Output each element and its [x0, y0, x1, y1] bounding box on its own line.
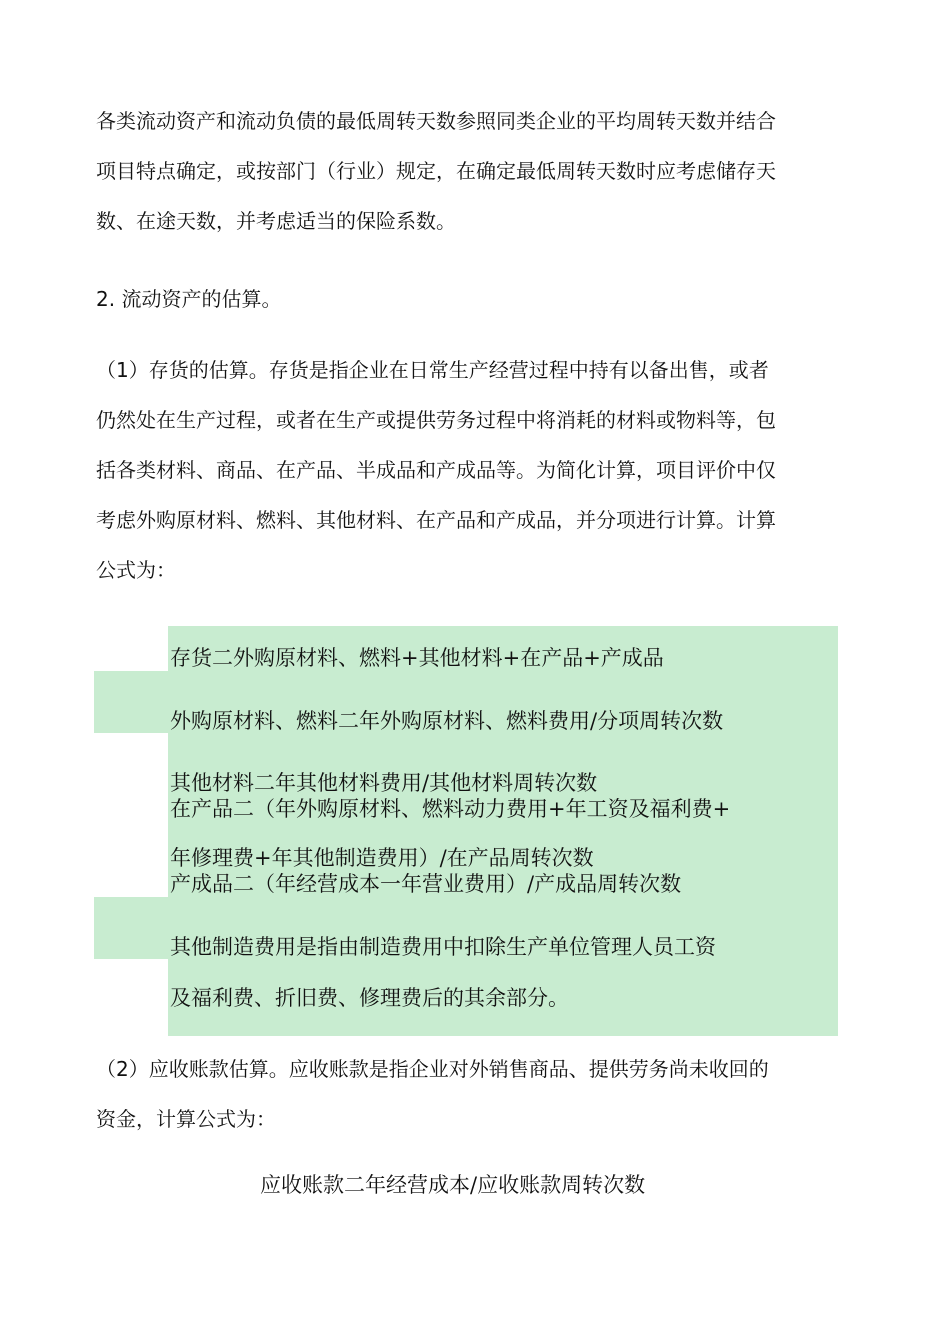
item1-line-5: 公式为：	[96, 558, 176, 582]
formula-highlight-tab-2	[94, 897, 170, 959]
item1-line-1: （1）存货的估算。存货是指企业在日常生产经营过程中持有以备出售，或者	[96, 358, 769, 382]
formula-wip-line-1: 在产品二（年外购原材料、燃料动力费用+年工资及福利费+	[170, 797, 731, 821]
formula-finished-goods: 产成品二（年经营成本一年营业费用）/产成品周转次数	[170, 872, 682, 896]
intro-line-2: 项目特点确定，或按部门（行业）规定，在确定最低周转天数时应考虑储存天	[96, 159, 776, 183]
formula-highlight-main	[168, 626, 838, 1036]
intro-line-3: 数、在途天数，并考虑适当的保险系数。	[96, 209, 456, 233]
item1-line-2: 仍然处在生产过程，或者在生产或提供劳务过程中将消耗的材料或物料等，包	[96, 408, 776, 432]
section-heading: 2. 流动资产的估算。	[96, 287, 282, 311]
formula-highlight-tab-1	[94, 671, 170, 733]
note-line-1: 其他制造费用是指由制造费用中扣除生产单位管理人员工资	[170, 935, 716, 959]
formula-receivables: 应收账款二年经营成本/应收账款周转次数	[260, 1173, 646, 1197]
formula-wip-line-2: 年修理费+年其他制造费用）/在产品周转次数	[170, 846, 594, 870]
item2-line-1: （2）应收账款估算。应收账款是指企业对外销售商品、提供劳务尚未收回的	[96, 1057, 769, 1081]
intro-line-1: 各类流动资产和流动负债的最低周转天数参照同类企业的平均周转天数并结合	[96, 109, 776, 133]
formula-other-materials: 其他材料二年其他材料费用/其他材料周转次数	[170, 771, 598, 795]
item1-line-3: 括各类材料、商品、在产品、半成品和产成品等。为简化计算，项目评价中仅	[96, 458, 776, 482]
item2-line-2: 资金，计算公式为：	[96, 1107, 276, 1131]
item1-line-4: 考虑外购原材料、燃料、其他材料、在产品和产成品，并分项进行计算。计算	[96, 508, 776, 532]
formula-purchased-materials: 外购原材料、燃料二年外购原材料、燃料费用/分项周转次数	[170, 709, 724, 733]
note-line-2: 及福利费、折旧费、修理费后的其余部分。	[170, 986, 569, 1010]
formula-inventory: 存货二外购原材料、燃料+其他材料+在产品+产成品	[170, 646, 664, 670]
